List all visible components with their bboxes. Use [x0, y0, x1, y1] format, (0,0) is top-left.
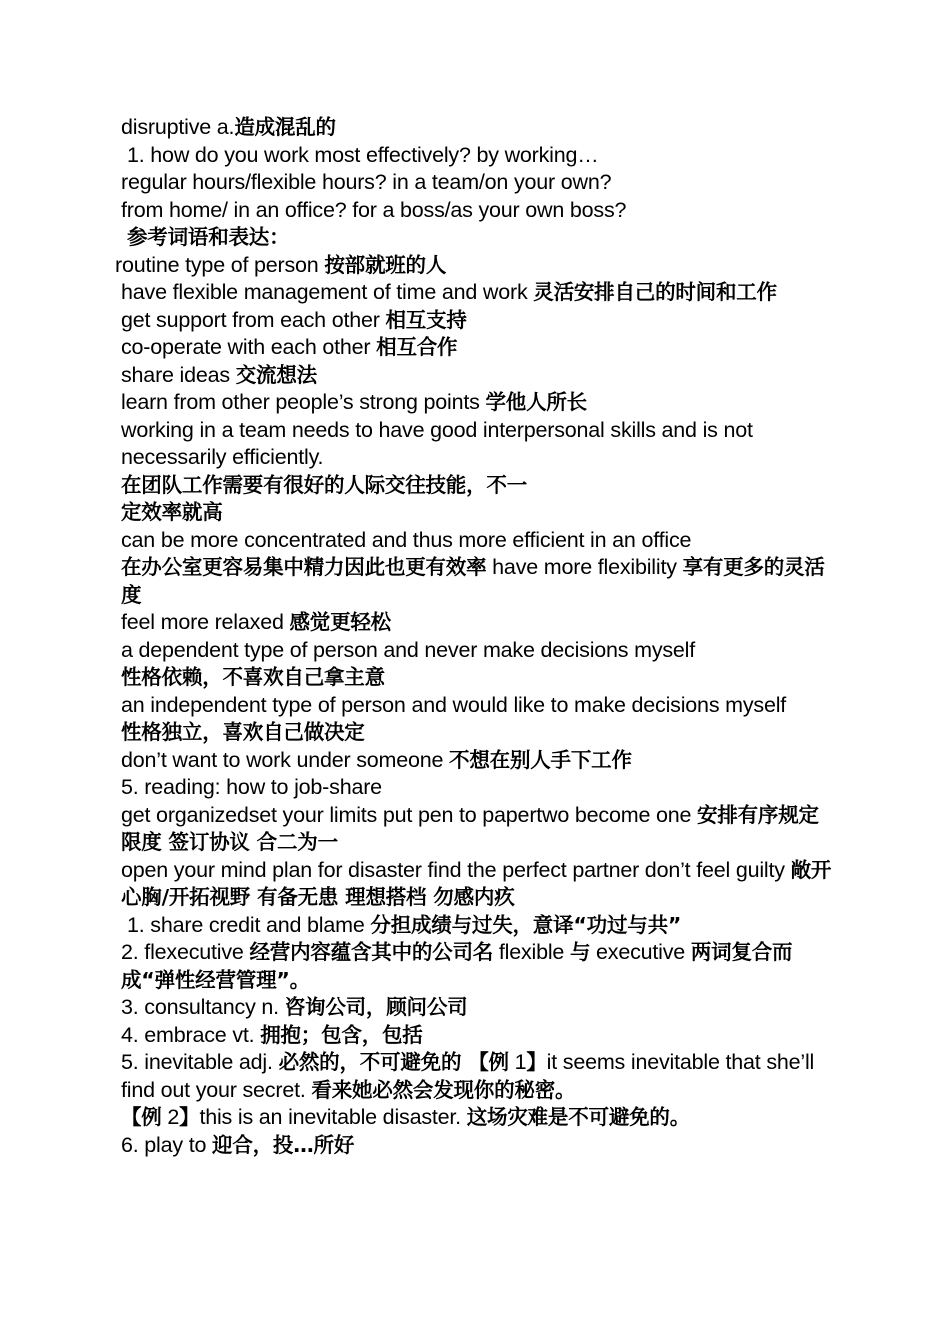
- english-text: can be more concentrated and thus more efficient in an office: [121, 527, 692, 552]
- text-line: [115, 719, 835, 747]
- text-line: [115, 169, 835, 197]
- chinese-text: 】: [179, 1105, 200, 1129]
- chinese-text: 在团队工作需要有很好的人际交往技能，不一: [121, 472, 527, 497]
- text-line: [115, 279, 835, 307]
- chinese-text: 咨询公司，顾问公司: [284, 995, 468, 1019]
- english-text: open your mind plan for disaster find the perfect partner don’t feel guilty: [121, 857, 791, 882]
- text-line: [115, 362, 835, 390]
- english-text: an independent type of person and would like to make decisions myself: [121, 692, 787, 717]
- chinese-text: 敞开心胸/开拓视野 有备无患 理想搭档 勿感内疚: [121, 857, 832, 909]
- chinese-text: 【例: [121, 1105, 162, 1129]
- text-line: [115, 609, 835, 637]
- text-line: [115, 472, 835, 500]
- text-line: [115, 939, 835, 994]
- chinese-text: 定效率就高: [121, 500, 223, 524]
- english-text: executive: [590, 940, 691, 964]
- chinese-text: 造成混乱的: [234, 115, 336, 139]
- english-text: 2. flexecutive: [121, 940, 250, 964]
- english-text: 1: [508, 1050, 527, 1074]
- text-line: [115, 554, 835, 609]
- english-text: have flexible management of time and work: [121, 280, 534, 304]
- text-line: [115, 664, 835, 692]
- english-text: 5. reading: how to job-share: [121, 775, 382, 799]
- chinese-text: 分担成绩与过失，意译“功过与共”: [370, 912, 682, 937]
- english-text: get support from each other: [121, 307, 386, 332]
- english-text: routine type of person: [115, 252, 325, 277]
- english-text: it seems inevitable that she’ll find out your secret.: [121, 1050, 815, 1102]
- english-text: regular hours/flexible hours? in a team/on your own?: [121, 170, 612, 194]
- text-line: [115, 142, 835, 170]
- text-line: [115, 252, 835, 280]
- chinese-text: 交流想法: [235, 362, 317, 387]
- english-text: this is an inevitable disaster.: [199, 1105, 467, 1129]
- chinese-text: 享有更多的灵活度: [121, 555, 825, 607]
- english-text: 1. how do you work most effectively? by working…: [127, 142, 599, 167]
- text-line: [115, 417, 835, 472]
- english-text: 5. inevitable adj.: [121, 1050, 279, 1074]
- english-text: a dependent type of person and never make decisions myself: [121, 637, 696, 662]
- text-line: [115, 994, 835, 1022]
- english-text: learn from other people’s strong points: [121, 390, 486, 414]
- chinese-text: 不想在别人手下工作: [449, 747, 632, 772]
- text-line: [115, 334, 835, 362]
- english-text: disruptive a.: [121, 115, 235, 139]
- chinese-text: 与: [569, 940, 591, 964]
- chinese-text: 拥抱；包含，包括: [260, 1022, 423, 1047]
- text-line: [115, 197, 835, 225]
- text-line: [115, 637, 835, 665]
- chinese-text: 必然的，不可避免的 【例: [278, 1050, 509, 1074]
- chinese-text: 相互支持: [385, 307, 467, 332]
- text-line: [115, 747, 835, 775]
- english-text: 6. play to: [121, 1132, 213, 1157]
- english-text: 1. share credit and blame: [127, 912, 371, 937]
- english-text: get organizedset your limits put pen to papertwo become one: [121, 802, 698, 827]
- chinese-text: 】: [526, 1050, 547, 1074]
- chinese-text: 性格独立，喜欢自己做决定: [121, 720, 365, 744]
- text-line: [115, 774, 835, 802]
- chinese-text: 性格依赖，不喜欢自己拿主意: [121, 665, 385, 689]
- chinese-text: 迎合，投…所好: [212, 1132, 355, 1157]
- chinese-text: 学他人所长: [485, 390, 587, 414]
- chinese-text: 在办公室更容易集中精力因此也更有效率: [121, 555, 487, 579]
- english-text: working in a team needs to have good interpersonal skills and is not necessarily efficiently.: [121, 417, 753, 469]
- chinese-text: 两词复合而成“弹性经营管理”。: [121, 940, 793, 992]
- text-line: [115, 114, 835, 142]
- text-line: [115, 499, 835, 527]
- text-line: [115, 1104, 835, 1132]
- english-text: 4. embrace vt.: [121, 1022, 261, 1047]
- chinese-text: 参考词语和表达：: [127, 225, 290, 249]
- english-text: feel more relaxed: [121, 610, 290, 634]
- text-line: [115, 224, 835, 252]
- chinese-text: 这场灾难是不可避免的。: [466, 1105, 691, 1129]
- text-line: [115, 1049, 835, 1104]
- english-text: from home/ in an office? for a boss/as your own boss?: [121, 197, 627, 222]
- chinese-text: 相互合作: [376, 335, 458, 359]
- text-line: [115, 912, 835, 940]
- english-text: flexible: [493, 940, 570, 964]
- document-page: [115, 114, 835, 1159]
- chinese-text: 安排有序规定限度 签订协议 合二为一: [121, 802, 819, 854]
- chinese-text: 灵活安排自己的时间和工作: [533, 280, 777, 304]
- chinese-text: 看来她必然会发现你的秘密。: [311, 1077, 576, 1102]
- text-line: [115, 1132, 835, 1160]
- chinese-text: 经营内容蕴含其中的公司名: [249, 940, 494, 964]
- english-text: 2: [161, 1105, 180, 1129]
- text-line: [115, 527, 835, 555]
- english-text: have more flexibility: [486, 555, 683, 579]
- text-line: [115, 802, 835, 857]
- english-text: share ideas: [121, 362, 236, 387]
- english-text: 3. consultancy n.: [121, 995, 285, 1019]
- english-text: don’t want to work under someone: [121, 747, 450, 772]
- text-line: [115, 1022, 835, 1050]
- chinese-text: 感觉更轻松: [289, 610, 391, 634]
- english-text: co-operate with each other: [121, 335, 377, 359]
- text-line: [115, 389, 835, 417]
- text-line: [115, 307, 835, 335]
- text-line: [115, 857, 835, 912]
- chinese-text: 按部就班的人: [324, 252, 447, 277]
- text-line: [115, 692, 835, 720]
